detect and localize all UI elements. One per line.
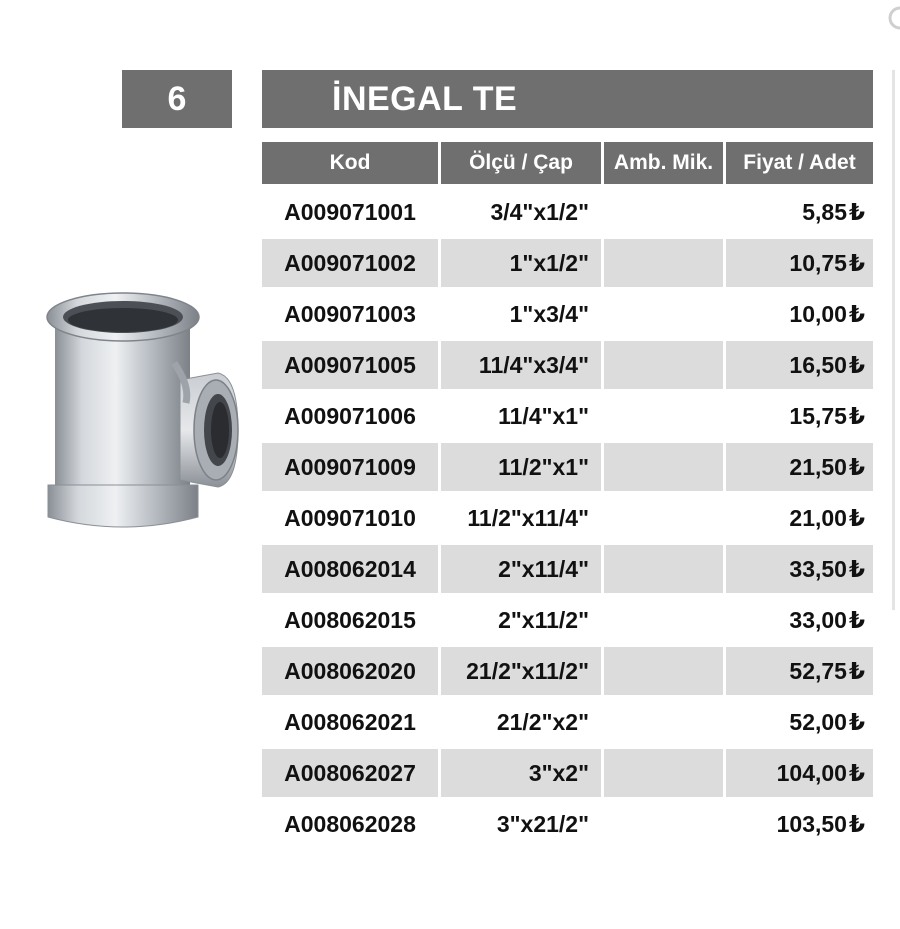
column-header-price: Fiyat / Adet <box>726 142 873 184</box>
unit-price <box>726 239 873 287</box>
currency-symbol: ₺ <box>848 351 865 378</box>
table-row <box>262 188 876 236</box>
unit-price <box>726 494 873 542</box>
pack-quantity <box>604 698 723 746</box>
table-row <box>262 749 876 797</box>
unit-price <box>726 698 873 746</box>
pack-quantity <box>604 290 723 338</box>
pack-quantity <box>604 188 723 236</box>
page-edge-decoration <box>884 0 900 620</box>
price-value: 52,75 <box>789 657 847 684</box>
pack-quantity <box>604 596 723 644</box>
title-bar <box>262 70 873 128</box>
currency-symbol: ₺ <box>848 810 865 837</box>
unit-price <box>726 443 873 491</box>
price-table-body <box>262 188 876 851</box>
product-code: A008062014 <box>262 545 438 593</box>
currency-symbol: ₺ <box>848 300 865 327</box>
pack-quantity <box>604 800 723 848</box>
pack-quantity <box>604 341 723 389</box>
product-size: 2"x11/4" <box>441 545 601 593</box>
page-title: İNEGAL TE <box>332 79 518 118</box>
page-number: 6 <box>167 79 187 118</box>
price-value: 16,50 <box>789 351 847 378</box>
pack-quantity <box>604 749 723 797</box>
product-code: A009071005 <box>262 341 438 389</box>
product-code: A009071010 <box>284 504 416 531</box>
currency-symbol: ₺ <box>848 198 865 225</box>
column-header-code: Kod <box>262 142 438 184</box>
table-row <box>262 494 876 542</box>
pack-quantity <box>604 494 723 542</box>
currency-symbol: ₺ <box>848 402 865 429</box>
product-size: 11/4"x1" <box>498 402 589 429</box>
table-row <box>262 239 876 287</box>
pack-quantity <box>604 239 723 287</box>
product-code: A009071009 <box>262 443 438 491</box>
unit-price <box>726 392 873 440</box>
pack-quantity <box>604 647 723 695</box>
product-size: 11/2"x11/4" <box>467 504 589 531</box>
unit-price <box>726 749 873 797</box>
pack-quantity <box>604 443 723 491</box>
table-row <box>262 341 876 389</box>
unit-price <box>726 800 873 848</box>
price-value: 21,50 <box>789 453 847 480</box>
page-number-badge <box>122 70 232 128</box>
column-header-pack-qty: Amb. Mik. <box>604 142 723 184</box>
product-size: 1"x3/4" <box>509 300 589 327</box>
currency-symbol: ₺ <box>848 606 865 633</box>
currency-symbol: ₺ <box>848 249 865 276</box>
unit-price <box>726 188 873 236</box>
unit-price <box>726 545 873 593</box>
table-row <box>262 800 876 848</box>
product-code: A008062015 <box>284 606 416 633</box>
product-size: 1"x1/2" <box>441 239 601 287</box>
currency-symbol: ₺ <box>848 555 865 582</box>
price-value: 15,75 <box>789 402 847 429</box>
currency-symbol: ₺ <box>848 708 865 735</box>
price-value: 33,00 <box>789 606 847 633</box>
product-size: 11/2"x1" <box>441 443 601 491</box>
product-code: A008062027 <box>262 749 438 797</box>
product-code: A009071006 <box>284 402 416 429</box>
column-header-size: Ölçü / Çap <box>441 142 601 184</box>
product-code: A008062028 <box>284 810 416 837</box>
product-code: A008062021 <box>284 708 416 735</box>
table-row <box>262 290 876 338</box>
price-value: 103,50 <box>776 810 847 837</box>
unit-price <box>726 647 873 695</box>
unit-price <box>726 596 873 644</box>
table-row <box>262 647 876 695</box>
currency-symbol: ₺ <box>848 504 865 531</box>
reducing-tee-fitting-image <box>40 285 245 550</box>
price-value: 21,00 <box>789 504 847 531</box>
price-value: 104,00 <box>776 759 847 786</box>
product-code: A009071002 <box>262 239 438 287</box>
table-row <box>262 443 876 491</box>
price-value: 33,50 <box>789 555 847 582</box>
product-code: A008062020 <box>262 647 438 695</box>
pack-quantity <box>604 545 723 593</box>
product-size: 21/2"x2" <box>496 708 589 735</box>
product-code: A009071003 <box>284 300 416 327</box>
unit-price <box>726 290 873 338</box>
currency-symbol: ₺ <box>848 759 865 786</box>
price-value: 10,75 <box>789 249 847 276</box>
currency-symbol: ₺ <box>848 453 865 480</box>
product-code: A009071001 <box>284 198 416 225</box>
product-size: 21/2"x11/2" <box>441 647 601 695</box>
table-header <box>262 142 873 184</box>
price-value: 5,85 <box>802 198 847 225</box>
table-row <box>262 698 876 746</box>
product-size: 3/4"x1/2" <box>490 198 589 225</box>
table-row <box>262 392 876 440</box>
table-row <box>262 596 876 644</box>
currency-symbol: ₺ <box>848 657 865 684</box>
product-size: 11/4"x3/4" <box>441 341 601 389</box>
unit-price <box>726 341 873 389</box>
table-row <box>262 545 876 593</box>
price-value: 10,00 <box>789 300 847 327</box>
price-value: 52,00 <box>789 708 847 735</box>
product-size: 2"x11/2" <box>498 606 589 633</box>
product-size: 3"x2" <box>441 749 601 797</box>
product-size: 3"x21/2" <box>496 810 589 837</box>
pack-quantity <box>604 392 723 440</box>
